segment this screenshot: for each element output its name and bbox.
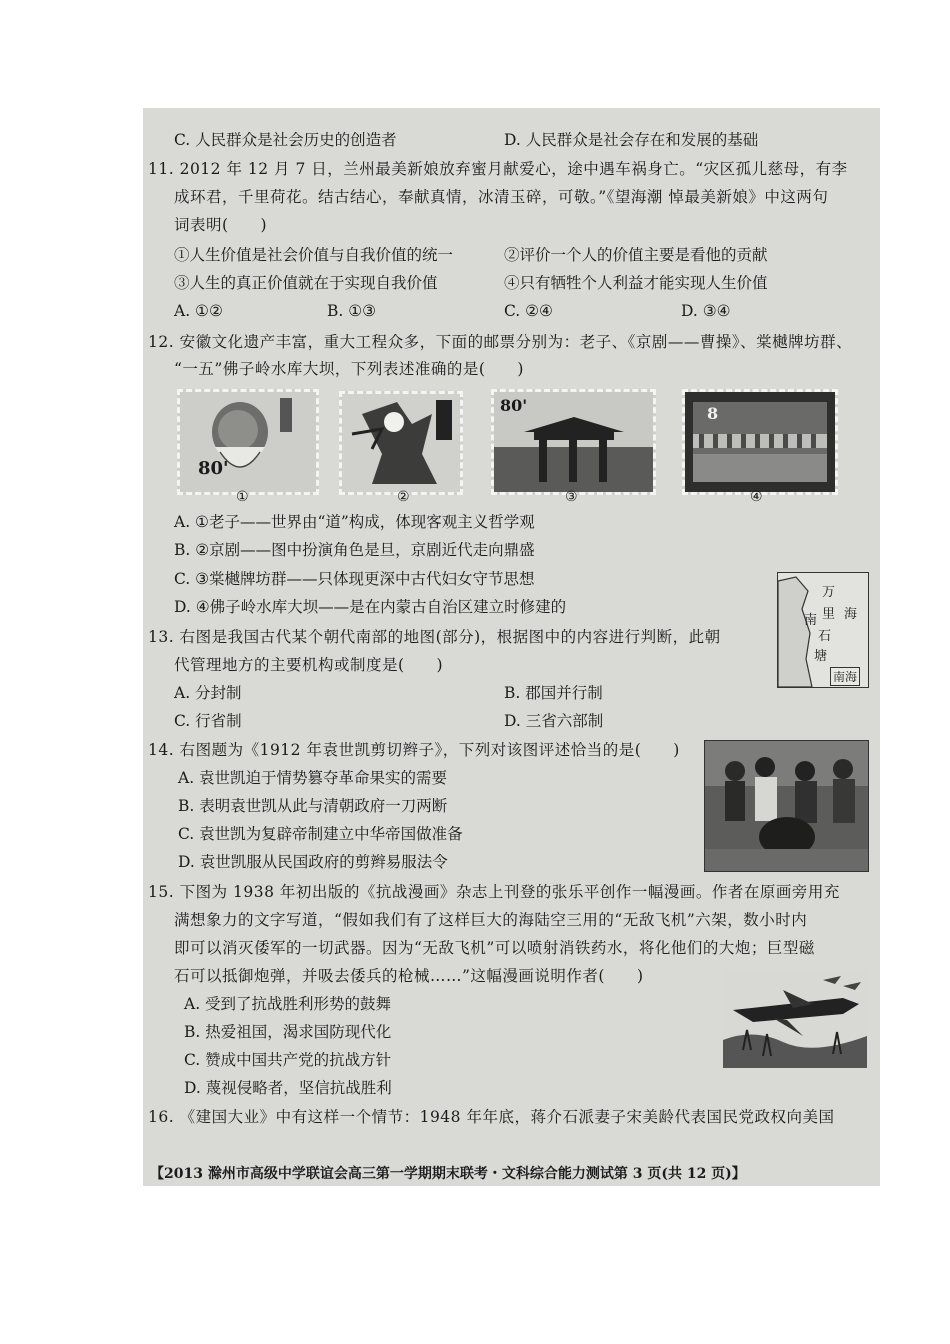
q12-stem-line-2: “一五”佛子岭水库大坝，下列表述准确的是( ) xyxy=(174,360,524,378)
invincible-aircraft-cartoon xyxy=(723,970,867,1068)
stamp-1-denomination: 80' xyxy=(198,458,229,479)
q14-option-b: B. 表明袁世凯从此与清朝政府一刀两断 xyxy=(178,797,448,815)
map-label-hai-east: 海 xyxy=(844,607,858,622)
map-label-shi: 石 xyxy=(818,629,832,644)
q15-stem-line-2: 满想象力的文字写道，“假如我们有了这样巨大的海陆空三用的“无敌飞机”六架，数小时内 xyxy=(174,911,808,929)
q13-option-c: C. 行省制 xyxy=(174,712,242,730)
q11-option-c: C. ②④ xyxy=(504,302,553,320)
southern-coast-map xyxy=(777,572,869,688)
q16-stem-line-1: 16. 《建国大业》中有这样一个情节：1948 年年底，蒋介石派妻子宋美龄代表国民党政权向美国 xyxy=(148,1108,835,1126)
cartoon-aircraft-illustration xyxy=(723,970,867,1068)
q14-option-d: D. 袁世凯服从民国政府的剪辫易服法令 xyxy=(178,853,448,871)
q15-option-a: A. 受到了抗战胜利形势的鼓舞 xyxy=(184,995,392,1013)
stamp-2-caption: ② xyxy=(397,489,410,505)
q12-stem-line-1: 12. 安徽文化遗产丰富，重大工程众多，下面的邮票分别为：老子、《京剧——曹操》、棠樾牌坊群、 xyxy=(148,333,853,351)
q12-option-d: D. ④佛子岭水库大坝——是在内蒙古自治区建立时修建的 xyxy=(174,598,567,616)
q13-stem-line-2: 代管理地方的主要机构或制度是( ) xyxy=(174,656,444,674)
q13-stem-line-1: 13. 右图是我国古代某个朝代南部的地图(部分)，根据图中的内容进行判断，此朝 xyxy=(148,628,721,646)
opera-figure-illustration xyxy=(342,394,460,492)
q14-option-a: A. 袁世凯迫于情势篡夺革命果实的需要 xyxy=(178,769,448,787)
stamp-dam xyxy=(682,389,838,495)
q15-stem-line-4: 石可以抵御炮弹，并吸去倭兵的枪械……”这幅漫画说明作者( ) xyxy=(174,967,644,985)
q11-stem-line-1: 11. 2012 年 12 月 7 日，兰州最美新娘放弃蜜月献爱心，途中遇车祸身亡。“灾区孤儿慈母，有李 xyxy=(148,160,848,178)
q11-option-d: D. ③④ xyxy=(681,302,731,320)
q11-stem-line-2: 成环君，千里荷花。结古结心，奉献真情，冰清玉碎，可敬。”《望海潮 悼最美新娘》中这两句 xyxy=(174,188,829,206)
q11-statement-3: ③人生的真正价值就在于实现自我价值 xyxy=(174,274,438,292)
stamp-4-denomination: 8 xyxy=(707,404,719,423)
q11-statement-1: ①人生价值是社会价值与自我价值的统一 xyxy=(174,246,454,264)
q10-option-c: C. 人民群众是社会历史的创造者 xyxy=(174,131,397,149)
q12-option-b: B. ②京剧——图中扮演角色是旦，京剧近代走向鼎盛 xyxy=(174,541,535,559)
q11-statement-4: ④只有牺牲个人利益才能实现人生价值 xyxy=(504,274,768,292)
q13-option-b: B. 郡国并行制 xyxy=(504,684,603,702)
page-footer: 【2013 滁州市高级中学联谊会高三第一学期期末联考・文科综合能力测试第 3 页(共 12 页)】 xyxy=(150,1166,746,1182)
map-label-li: 里 xyxy=(822,607,836,622)
q15-stem-line-3: 即可以消灭倭军的一切武器。因为“无敌飞机”可以喷射消铁药水，将化他们的大炮；巨型磁 xyxy=(174,939,815,957)
q14-stem-line-1: 14. 右图题为《1912 年袁世凯剪切辫子》，下列对该图评述恰当的是( ) xyxy=(148,741,680,759)
stamp-3-caption: ③ xyxy=(565,489,578,505)
q15-option-d: D. 蔑视侵略者，坚信抗战胜利 xyxy=(184,1079,392,1097)
group-photo-illustration xyxy=(705,741,868,871)
stamp-laozi xyxy=(177,389,319,495)
map-legend-south-sea: 南海 xyxy=(830,667,860,686)
stamp-memorial-archway xyxy=(491,389,656,495)
q12-option-a: A. ①老子——世界由“道”构成，体现客观主义哲学观 xyxy=(174,513,535,531)
q11-stem-line-3: 词表明( ) xyxy=(174,216,268,234)
map-label-tang: 塘 xyxy=(814,649,828,664)
stamp-4-caption: ④ xyxy=(750,489,763,505)
map-label-wan: 万 xyxy=(822,585,836,600)
stamp-peking-opera xyxy=(339,391,463,495)
map-label-nan: 南 xyxy=(804,613,818,628)
q11-option-a: A. ①② xyxy=(174,302,223,320)
stamp-3-denomination: 80' xyxy=(500,396,528,415)
stamp-1-caption: ① xyxy=(236,489,249,505)
q15-option-b: B. 热爱祖国，渴求国防现代化 xyxy=(184,1023,392,1041)
q11-option-b: B. ①③ xyxy=(327,302,377,320)
yuan-shikai-photo xyxy=(704,740,869,872)
q14-option-c: C. 袁世凯为复辟帝制建立中华帝国做准备 xyxy=(178,825,463,843)
q11-statement-2: ②评价一个人的价值主要是看他的贡献 xyxy=(504,246,768,264)
q12-option-c: C. ③棠樾牌坊群——只体现更深中古代妇女守节思想 xyxy=(174,570,535,588)
q13-option-a: A. 分封制 xyxy=(174,684,242,702)
q15-stem-line-1: 15. 下图为 1938 年初出版的《抗战漫画》杂志上刊登的张乐平创作一幅漫画。作者在原画旁用充 xyxy=(148,883,840,901)
q15-option-c: C. 赞成中国共产党的抗战方针 xyxy=(184,1051,392,1069)
q13-option-d: D. 三省六部制 xyxy=(504,712,604,730)
q10-option-d: D. 人民群众是社会存在和发展的基础 xyxy=(504,131,759,149)
